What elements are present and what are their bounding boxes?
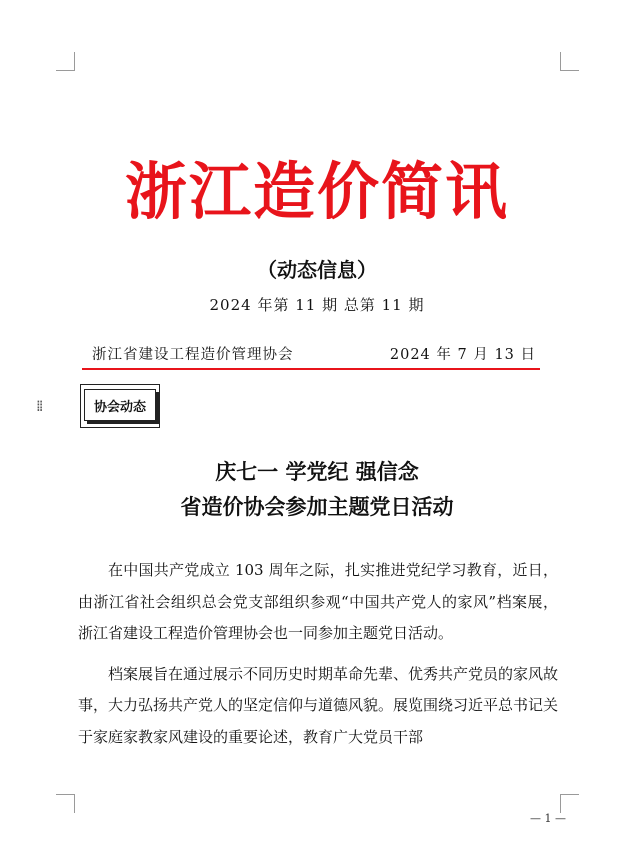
article-body — [78, 555, 558, 762]
article-title-line2: 省造价协会参加主题党日活动 — [180, 494, 454, 519]
issue-number: 2024 年第 11 期 总第 11 期 — [209, 296, 425, 314]
crop-mark-top-left — [56, 52, 75, 71]
crop-mark-bottom-right — [560, 794, 579, 813]
publisher-name: 浙江省建设工程造价管理协会 — [92, 347, 294, 363]
article-title — [0, 454, 634, 524]
article-paragraph: 档案展旨在通过展示不同历史时期革命先辈、优秀共产党员的家风故事，大力弘扬共产党人的坚定信仰与道德风貌。展览围绕习近平总书记关于家庭家教家风建设的重要论述，教育广大党员干部 — [78, 664, 559, 746]
masthead-subtitle: （动态信息） — [257, 258, 377, 282]
section-tag — [80, 384, 160, 428]
masthead-title: 浙江造价简讯 — [124, 155, 509, 228]
article-paragraph: 在中国共产党成立 103 周年之际，扎实推进党纪学习教育，近日，由浙江省社会组织总会党支部组织参观“中国共产党人的家风”档案展，浙江省建设工程造价管理协会也一同参加主题党日活动。 — [78, 561, 558, 642]
red-divider — [82, 368, 540, 370]
publisher-line — [80, 343, 540, 367]
section-tag-label: 协会动态 — [84, 389, 156, 421]
page-number: — 1 — — [530, 812, 566, 825]
crop-mark-bottom-left — [56, 794, 75, 813]
publish-date: 2024 年 7 月 13 日 — [389, 347, 536, 363]
drag-handle-icon[interactable]: ⁞⁞ — [36, 397, 42, 415]
crop-mark-top-right — [560, 52, 579, 71]
article-title-line1: 庆七一 学党纪 强信念 — [215, 459, 419, 484]
